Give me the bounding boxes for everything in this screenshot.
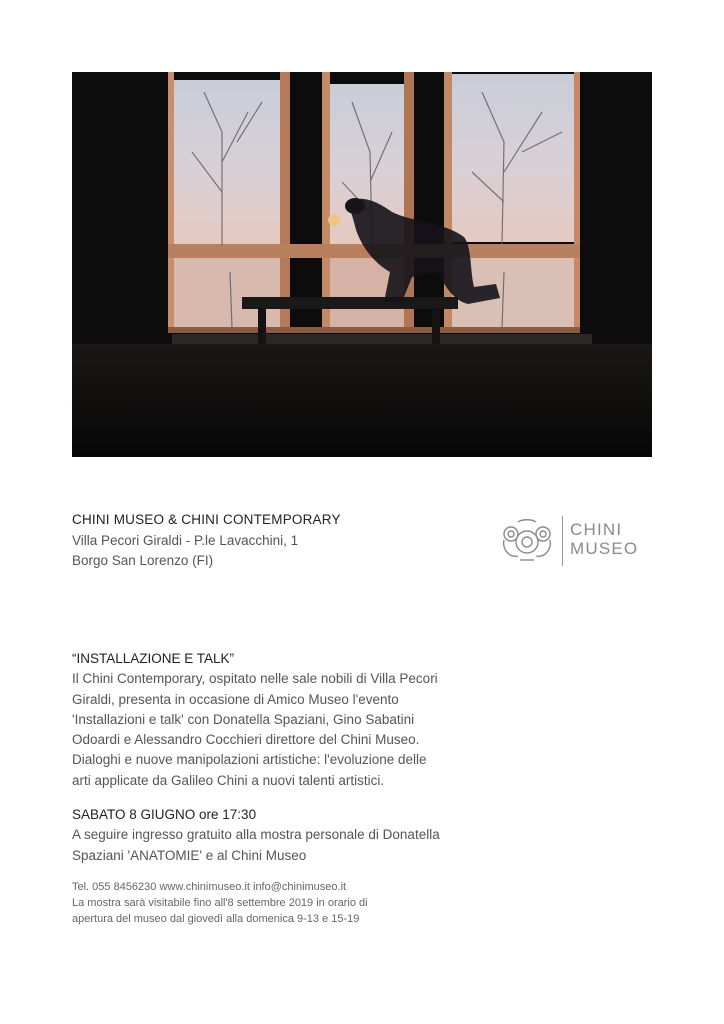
venue-address-line2: Borgo San Lorenzo (FI) [72, 553, 214, 568]
event-desc-line: Odoardi e Alessandro Cocchieri direttore del Chini Museo. [72, 732, 420, 748]
chini-emblem-icon [498, 518, 556, 564]
event-date: SABATO 8 GIUGNO ore 17:30 [72, 807, 257, 822]
photo-illustration [72, 72, 652, 457]
logo-wordmark [570, 520, 638, 558]
venue-block [72, 510, 341, 572]
logo-line2: MUSEO [570, 539, 639, 558]
event-desc-line: Dialoghi e nuove manipolazioni artistiche: l'evoluzione delle [72, 752, 427, 768]
opening-hours-line: apertura del museo dal giovedì alla domenica 9-13 e 15-19 [72, 913, 360, 926]
logo-divider [562, 516, 563, 566]
event-block [72, 649, 532, 791]
chini-museo-logo [498, 514, 658, 570]
date-block [72, 805, 532, 866]
event-title: “INSTALLAZIONE E TALK” [72, 651, 235, 666]
event-desc-line: Il Chini Contemporary, ospitato nelle sale nobili di Villa Pecori [72, 671, 438, 687]
logo-line1: CHINI [570, 520, 623, 539]
follow-line: Spaziani 'ANATOMIE' e al Chini Museo [72, 847, 307, 863]
event-desc-line: Giraldi, presenta in occasione di Amico Museo l'evento [72, 691, 399, 707]
installation-photo [72, 72, 652, 457]
venue-address-line1: Villa Pecori Giraldi - P.le Lavacchini, 1 [72, 532, 299, 548]
event-desc-line: 'Installazioni e talk' con Donatella Spaziani, Gino Sabatini [72, 711, 415, 727]
exhibit-dates-line: La mostra sarà visitabile fino all'8 settembre 2019 in orario di [72, 897, 368, 910]
follow-line: A seguire ingresso gratuito alla mostra personale di Donatella [72, 827, 440, 843]
info-block [72, 879, 532, 928]
venue-name: CHINI MUSEO & CHINI CONTEMPORARY [72, 512, 341, 527]
contact-line: Tel. 055 8456230 www.chinimuseo.it info@chinimuseo.it [72, 881, 347, 893]
event-desc-line: arti applicate da Galileo Chini a nuovi talenti artistici. [72, 772, 385, 788]
